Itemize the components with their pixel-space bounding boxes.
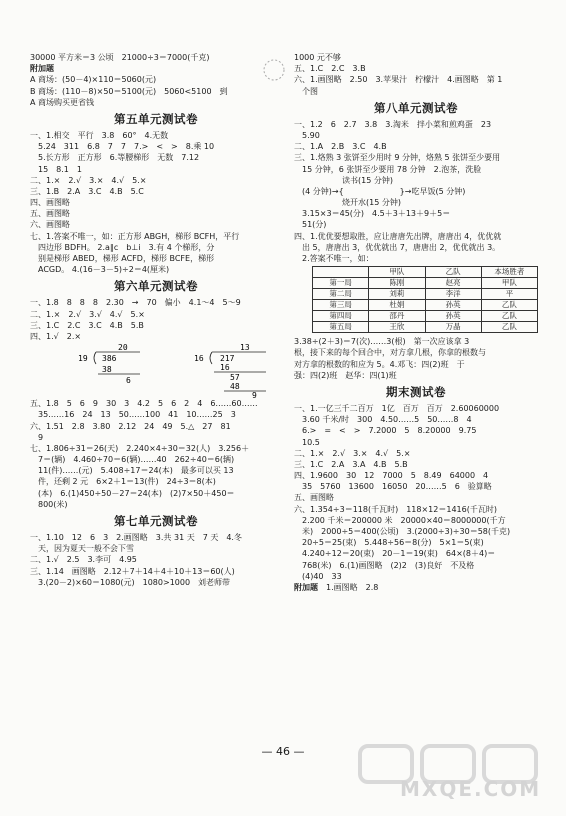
answer-line: 对方拿的根数的和应为 5。4.邓飞：四(2)班 于 (294, 359, 465, 369)
match-result-table (312, 266, 538, 333)
div2-step3: 48 (230, 382, 240, 392)
answer-line: 三、1.B 2.A 3.C 4.B 5.C (30, 186, 144, 196)
answer-line: 二、1.× 2.√ 3.× 4.√ 5.× (294, 448, 411, 458)
answer-line: 出 5，唐唐出 3，优优就出 7，唐唐出 2，优优就出 3。 (294, 242, 501, 252)
table-row (313, 300, 538, 311)
answer-line: 一、1.一亿三千二百万 1亿 百万 百万 2.60060000 (294, 403, 500, 413)
div1-remainder: 6 (126, 376, 131, 386)
answer-line: 三、1.C 2.A 3.A 4.B 5.B (294, 459, 408, 469)
answer-line: 五、画图略 (30, 209, 70, 219)
answer-line: 9 (30, 432, 44, 442)
final-exam-block (294, 403, 538, 582)
unit8-after-block (294, 336, 538, 381)
answer-line: 读书(15 分钟) (294, 175, 393, 185)
table-cell: 孙英 (425, 300, 481, 311)
left-fujia-label: 附加题 (30, 64, 54, 74)
answer-line: 2.答案不唯一，如： (294, 254, 374, 263)
answer-line: 四、1.√ 2.× (30, 331, 82, 341)
page-number: — 46 — (261, 745, 305, 758)
table-cell: 第二局 (313, 289, 369, 300)
answer-line: 一、1.10 12 6 3 2.画图略 3.共 31 天 7 天 4.冬 (30, 533, 242, 542)
answer-line: 11(件)……(元) 5.408÷17＝24(本) 最多可以买 13 (30, 466, 234, 476)
answer-line: 15 分钟，6 张饼至少要用 78 分钟 2.泡茶，洗脸 (294, 164, 482, 174)
table-cell: 王欣 (369, 322, 425, 333)
answer-line: 四、1.9600 30 12 7000 5 8.49 64000 4 (294, 471, 489, 481)
table-cell: 万晶 (425, 322, 481, 333)
unit8-block (294, 119, 538, 264)
answer-line: 7＝(辆) 4.460÷70＝6(辆)……40 262÷40＝6(辆) (30, 455, 235, 465)
watermark-text: MXQE.COM (400, 777, 542, 801)
answer-line: 35 5760 13600 16050 20……5 6 验算略 (294, 482, 492, 492)
table-row (313, 289, 538, 300)
answer-line: 二、1.A 2.B 3.C 4.B (294, 142, 387, 152)
table-cell: 平 (481, 289, 537, 300)
table-row (313, 311, 538, 322)
answer-line: 件，还剩 2 元 6×2＋1＝13(件) 24÷3＝8(本) (30, 477, 216, 487)
table-cell: 赵亮 (425, 278, 481, 289)
table-cell: 刘莉 (369, 289, 425, 300)
table-cell: 乙队 (481, 322, 537, 333)
answer-line: 5.90 (294, 130, 320, 140)
section-title-unit8: 第八单元测试卷 (374, 100, 458, 115)
unit7-block (30, 532, 282, 588)
answer-line: 四、1.优优要想取胜，应让唐唐先出牌，唐唐出 4，优优就 (294, 231, 502, 241)
answer-line: 二、1.× 2.√ 3.× 4.√ 5.× (30, 175, 147, 185)
answer-line: 51(分) (294, 220, 327, 230)
answer-line: 5.24 311 6.8 7 7 7.> < > 8.乘 10 (30, 142, 215, 152)
text-line: 30000 平方米＝3 公顷 21000÷3＝7000(千克) (30, 53, 210, 62)
answer-line: 15 8.1 1 (30, 164, 82, 174)
answer-line: (4)40 33 (294, 571, 342, 581)
answer-line: 强：四(2)班 赵华：四(1)班 (294, 370, 397, 380)
section-title-unit5: 第五单元测试卷 (114, 111, 198, 126)
div2-step1: 16 (220, 363, 230, 373)
table-cell: 第五局 (313, 322, 369, 333)
table-header-cell: 本场胜者 (481, 267, 537, 278)
answer-line: 6.> = < > 7.2000 5 8.20000 9.75 (294, 426, 477, 436)
table-cell: 乙队 (481, 300, 537, 311)
unit5-block (30, 130, 282, 275)
answer-line: 35……16 24 13 50……100 41 10……25 3 (30, 410, 236, 420)
table-cell: 甲队 (481, 278, 537, 289)
answer-line: 4.240÷12＝20(束) 20－1＝19(束) 64×(8＋4)＝ (294, 549, 496, 559)
answer-line: 5.长方形 正方形 6.等腰梯形 无数 7.12 (30, 153, 200, 163)
unit6-block (30, 297, 282, 342)
answer-line: 800(米) (30, 499, 68, 509)
left-column (30, 52, 282, 588)
answer-line: 六、画图略 (30, 220, 70, 230)
answer-line: 一、1.相交 平行 3.8 60° 4.无数 (30, 130, 169, 140)
table-cell: 李洋 (425, 289, 481, 300)
section-title-unit7: 第七单元测试卷 (114, 514, 198, 528)
table-cell: 陈刚 (369, 278, 425, 289)
section-title-unit6: 第六单元测试卷 (114, 279, 198, 294)
answer-line: 3.(20－2)×60＝1080(元) 1080>1000 刘老师带 (30, 577, 231, 587)
answer-line: 二、1.√ 2.5 3.李可 4.95 (30, 555, 137, 565)
text-line: A 商场购买更省钱 (30, 97, 95, 107)
answer-line: 五、1.8 5 6 9 30 3 4.2 5 6 2 4 6……60…… (30, 399, 258, 409)
div1-step1: 38 (102, 365, 112, 375)
right-fujia-line (294, 582, 538, 593)
text-line: B 商场：(110－8)×50＝5100(元) 5060<5100 到 (30, 86, 228, 96)
table-cell: 第四局 (313, 311, 369, 322)
table-cell: 第三局 (313, 300, 369, 311)
answer-line: 六、1.51 2.8 3.80 2.12 24 49 5.△ 27 81 (30, 421, 231, 431)
answer-line: 烧开水(15 分钟) (294, 198, 401, 208)
answer-line: 个图 (294, 86, 318, 96)
text-line: A 商场：(50－4)×110＝5060(元) (30, 75, 157, 85)
div2-divisor: 16 (194, 354, 204, 364)
left-fujia-header (30, 63, 282, 74)
answer-line: 六、1.354÷3＝118(千瓦时) 118×12＝1416(千瓦时) (294, 504, 497, 514)
answer-line: 四边形 BDFH。 2.a∥c b⊥i 3.有 4 个梯形，分 (30, 242, 215, 252)
table-cell: 邵丹 (369, 311, 425, 322)
answer-line: 五、1.C 2.C 3.B (294, 64, 366, 74)
table-header-cell: 甲队 (369, 267, 425, 278)
answer-line: 四、画图略 (30, 198, 70, 208)
right-fujia-label: 附加题 (294, 582, 318, 592)
table-header-blank (313, 267, 369, 278)
answer-line: 3.38÷(2＋3)＝7(次)……3(根) 第一次应该拿 3 (294, 337, 470, 347)
table-cell: 杜娟 (369, 300, 425, 311)
div1-divisor: 19 (78, 354, 88, 364)
section-title-final: 期末测试卷 (386, 384, 446, 399)
answer-line: 768(米) 6.(1)画图略 (2)2 (3)良好 不及格 (294, 560, 475, 570)
answer-line: 2.200 千米＝200000 米 20000×40＝8000000(千方 (294, 515, 506, 525)
answer-line: 一、1.8 8 8 8 2.30 → 70 偏小 4.1～4 5～9 (30, 298, 241, 308)
answer-line: (本) 6.(1)450÷50－27＝24(本) (2)7×50＋450＝ (30, 488, 235, 498)
div2-step2: 57 (230, 373, 240, 383)
answer-line: 二、1.× 2.√ 3.√ 4.√ 5.× (30, 309, 145, 319)
right-column (294, 52, 538, 593)
table-header-cell: 乙队 (425, 267, 481, 278)
table-cell: 第一局 (313, 278, 369, 289)
table-cell: 乙队 (481, 311, 537, 322)
right-fujia-text: 1.画图略 2.8 (326, 582, 379, 592)
div2-quotient: 13 (240, 343, 250, 353)
long-division-block (30, 342, 282, 398)
answer-line: 天，因为夏天一般不会下雪 (30, 544, 134, 554)
answer-line: 20÷5＝25(束) 5.448÷56＝8(分) 5×1＝5(束) (294, 538, 484, 548)
unit6-after-block (30, 398, 282, 510)
answer-line: 10.5 (294, 437, 320, 447)
table-cell: 孙英 (425, 311, 481, 322)
answer-line: ACGD。 4.(16－3－5)÷2＝4(厘米) (30, 265, 170, 275)
answer-line: 根，接下来的每个回合中，对方拿几根，你拿的根数与 (294, 348, 486, 358)
answer-line: 1000 元不够 (294, 53, 341, 62)
answer-line: 米) 2000÷5＝400(公顷) 3.(2000÷3)÷30＝58(千克) (294, 527, 511, 536)
answer-line: 一、1.2 6 2.7 3.8 3.淘米 拌小菜和煎鸡蛋 23 (294, 119, 492, 129)
long-division-diagram (30, 342, 282, 398)
table-row (313, 322, 538, 333)
div1-quotient: 20 (118, 343, 128, 353)
div2-remainder: 9 (252, 391, 257, 399)
answer-line: 五、画图略 (294, 493, 334, 503)
left-fujia-block (30, 74, 282, 108)
table-header-row (313, 267, 538, 278)
left-pre-block (30, 52, 282, 63)
answer-line: 别是梯形 ABED，梯形 ACFD，梯形 BCFE，梯形 (30, 254, 215, 263)
answer-line: 三、1.14 画图略 2.12＋7＋14＋4＋10＋13＝60(人) (30, 566, 235, 576)
right-pre-block (294, 52, 538, 97)
answer-line: 三、1.C 2.C 3.C 4.B 5.B (30, 320, 144, 330)
answer-line: (4 分钟)→{ }→吃早饭(5 分钟) (294, 186, 466, 196)
answer-line: 3.15×3＝45(分) 4.5＋3＋13＋9＋5＝ (294, 209, 451, 219)
table-row (313, 278, 538, 289)
answer-line: 六、1.画图略 2.50 3.苹果汁 柠檬汁 4.画图略 第 1 (294, 75, 503, 85)
answer-line: 七、1.806÷31＝26(天) 2.240×4÷30＝32(人) 3.256＋ (30, 443, 250, 453)
div1-dividend: 386 (102, 354, 117, 364)
answer-line: 3.60 千米/时 300 4.50……5 50……8 4 (294, 415, 472, 425)
answer-line: 七、1.答案不唯一，如：正方形 ABGH，梯形 BCFH，平行 (30, 231, 240, 241)
answer-line: 三、1.烙熟 3 张饼至少用时 9 分钟，烙熟 5 张饼至少要用 (294, 153, 501, 163)
div2-dividend: 217 (220, 354, 235, 364)
